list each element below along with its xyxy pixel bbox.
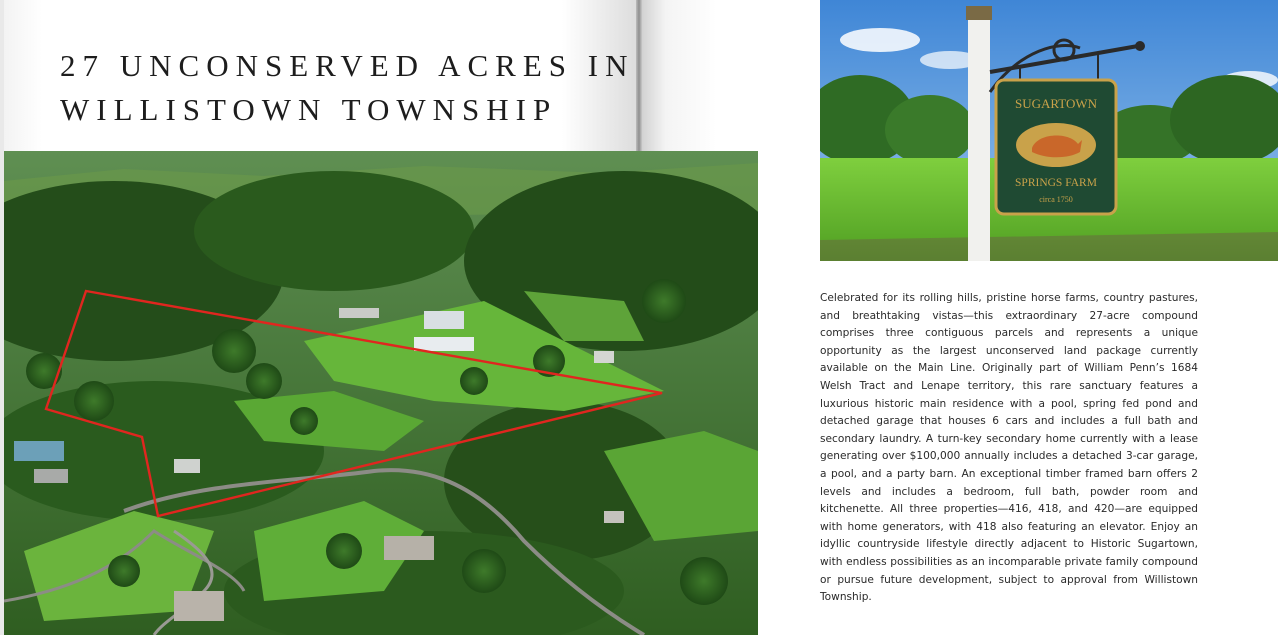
- aerial-photo-graphic: [4, 151, 758, 635]
- aerial-property-photo: [4, 151, 758, 635]
- sign-title-top: SUGARTOWN: [1014, 96, 1098, 111]
- farm-sign-photo: [820, 0, 1278, 261]
- page-headline: [60, 44, 634, 132]
- sign-title-bottom: SPRINGS FARM: [1015, 177, 1097, 189]
- headline-line-1: 27 UNCONSERVED ACRES IN: [60, 48, 635, 83]
- property-description: Celebrated for its rolling hills, pristine horse farms, country pastures, and breathtaking vistas—this extraordinary 27-acre compound comprises three contiguous parcels and represents a unique opportunity as the largest unconserved land package currently available on the Main Line. Originally part of William Penn’s 1684 Welsh Tract and Lenape territory, this rare sanctuary features a luxurious historic main residence with a pool, spring fed pond and detached garage that houses 6 cars and includes a full bath and secondary laundry. A turn-key secondary home currently with a lease generating over $100,000 annually includes a detached 3-car garage, a pool, and a party barn. An exceptional timber framed barn offers 2 levels and includes a bedroom, full bath, powder room and kitchenette. All three properties—416, 418, and 420—are equipped with home generators, with 418 also featuring an elevator. Enjoy an idyllic countryside lifestyle directly adjacent to Historic Sugartown, with endless possibilities as an incomparable private family compound or pursue future development, subject to approval from Willistown Township.: [820, 292, 1198, 604]
- sign-established: circa 1750: [1039, 195, 1073, 204]
- headline-line-2: WILLISTOWN TOWNSHIP: [60, 92, 558, 127]
- farm-sign-graphic: [820, 0, 1278, 261]
